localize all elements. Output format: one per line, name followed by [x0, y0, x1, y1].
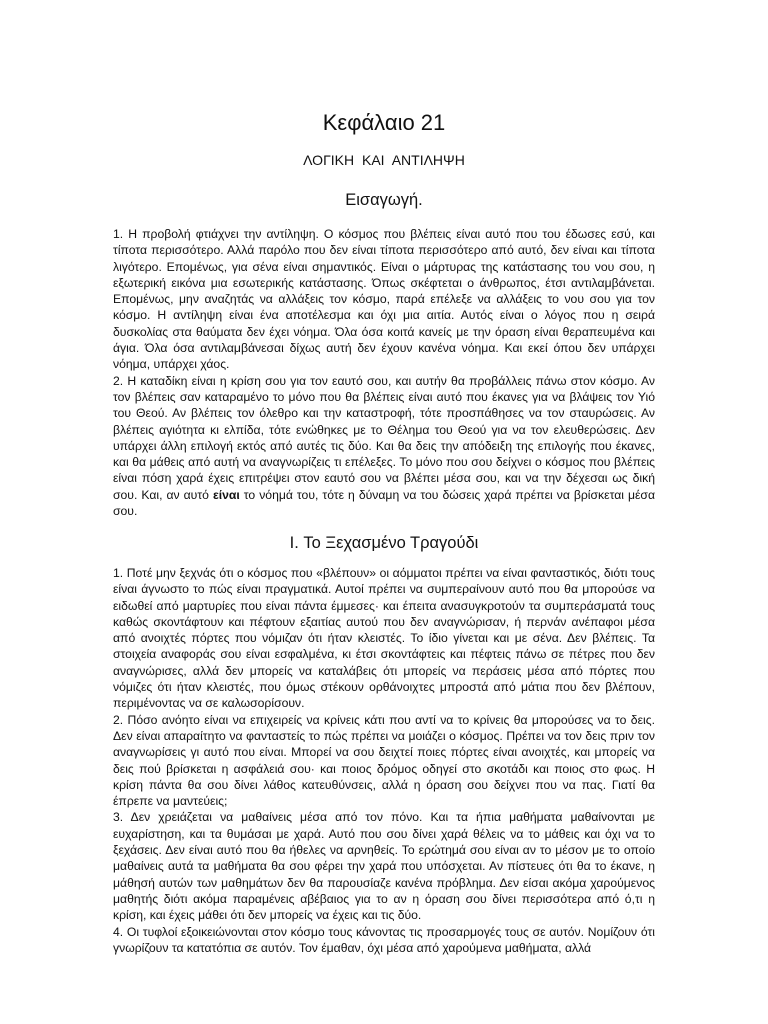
chapter-subtitle: ΛΟΓΙΚΗ ΚΑΙ ΑΝΤΙΛΗΨΗ — [303, 152, 465, 168]
intro-paragraph-2-bold-word: είναι — [212, 487, 240, 502]
section-heading: I. Το Ξεχασμένο Τραγούδι — [289, 534, 479, 552]
section-paragraph-1: 1. Ποτέ μην ξεχνάς ότι ο κόσμος που «βλέπουν» οι αόμματοι πρέπει να είναι φανταστικός, διότι τους είναι άγνωστο το πώς είναι πραγματικά. Αυτοί πρέπει να συμπεραίνουν αυτό που θα μπορούσε να ειδωθεί από μαρτυρίες που είναι πάντα έμμεσες· και έπειτα ανασυγκροτούν τα συμπεράσματά τους καθώς σκοντάφτουν και πέφτουν εξαιτίας αυτού που δεν αναγνώρισαν, ή περνάν ανέπαφοι μέσα από ανοιχτές πόρτες που νόμιζαν ότι ήταν κλειστές. Το ίδιο γίνεται και με σένα. Δεν βλέπεις. Τα στοιχεία αναφοράς σου είναι εσφαλμένα, κι έτσι σκοντάφτεις και πέφτεις πάνω σε πέτρες που δεν αναγνώρισες, αλλά δεν μπορείς να καταλάβεις ότι μπορείς να περάσεις μέσα από πόρτες που νόμιζες ότι ήταν κλειστές, που όμως στέκουν ορθάνοιχτες μπροστά από μάτια που δεν βλέπουν, περιμένοντας να σε καλωσορίσουν. — [113, 566, 655, 711]
section-text-block — [113, 565, 655, 956]
intro-paragraph-1: 1. Η προβολή φτιάχνει την αντίληψη. Ο κόσμος που βλέπεις είναι αυτό που του έδωσες εσύ, και τίποτα περισσότερο. Αλλά παρόλο που δεν είναι τίποτα περισσότερο από αυτό, δεν είναι και τίποτα λιγότερο. Επομένως, για σένα είναι σημαντικός. Είναι ο μάρτυρας της κατάστασης του νου σου, η εξωτερική εικόνα μια εσωτερικής κατάστασης. Όπως σκέφτεται ο άνθρωπος, έτσι αντιλαμβάνεται. Επομένως, μην αναζητάς να αλλάξεις τον κόσμο, παρά επέλεξε να αλλάξεις το νου σου για τον κόσμο. Η αντίληψη είναι ένα αποτέλεσμα και όχι μια αιτία. Αυτός είναι ο λόγος που η σειρά δυσκολίας στα θαύματα δεν έχει νόημα. Όλα όσα κοιτά κανείς με την όραση είναι θεραπευμένα και άγια. Όλα όσα αντιλαμβάνεσαι δίχως αυτή δεν έχουν κανένα νόημα. Και εκεί όπου δεν υπάρχει νόημα, υπάρχει χάος. — [113, 227, 655, 372]
intro-paragraph-2 — [113, 373, 655, 520]
section-paragraph-3: 3. Δεν χρειάζεται να μαθαίνεις μέσα από τον πόνο. Και τα ήπια μαθήματα μαθαίνονται με ευχαρίστηση, και τα θυμάσαι με χαρά. Αυτό που σου δίνει χαρά θέλεις να το μάθεις και όχι να το ξεχάσεις. Δεν είναι αυτό που θα ήθελες να αρνηθείς. Το ερώτημά σου είναι αν το μέσον με το οποίο μαθαίνεις αυτά τα μαθήματα θα σου φέρει την χαρά που υπόσχεται. Αν πίστευες ότι θα το έκανε, η μάθησή αυτών των μαθημάτων δεν θα παρουσίαζε κανένα πρόβλημα. Δεν είσαι ακόμα χαρούμενος μαθητής διότι ακόμα παραμένεις αβέβαιος για το αν η όραση σου δίνει περισσότερα από ό,τι η κρίση, και έχεις μάθει ότι δεν μπορείς να έχεις και τις δύο. — [113, 810, 655, 923]
section-paragraph-4: 4. Οι τυφλοί εξοικειώνονται στον κόσμο τους κάνοντας τις προσαρμογές τους σε αυτόν. Νομίζουν ότι γνωρίζουν τα κατατόπια σε αυτόν. Τον έμαθαν, όχι μέσα από χαρούμενα μαθήματα, αλλά — [113, 924, 655, 955]
section-paragraph-2: 2. Πόσο ανόητο είναι να επιχειρείς να κρίνεις κάτι που αντί να το κρίνεις θα μπορούσες να το δεις. Δεν είναι απαραίτητο να φανταστείς το πώς πρέπει να μοιάζει ο κόσμος. Πρέπει να τον δεις πριν τον αναγνωρίσεις γι αυτό που είναι. Μπορεί να σου δειχτεί ποιες πόρτες είναι ανοιχτές, και μπορείς να δεις πού βρίσκεται η ασφάλειά σου· και ποιος δρόμος οδηγεί στο σκοτάδι και ποιος στο φως. Η κρίση πάντα θα σου δίνει λάθος κατευθύνσεις, αλλά η όραση σου δείχνει που να πας. Γιατί θα έπρεπε να μαντεύεις; — [113, 712, 655, 809]
intro-paragraph-2-text-after: το νόημά του, τότε η δύναμη να του δώσεις χαρά πρέπει να βρίσκεται μέσα σου. — [113, 487, 655, 519]
intro-text-block — [113, 226, 655, 519]
chapter-title: Κεφάλαιο 21 — [322, 110, 446, 135]
intro-paragraph-2-text-before: 2. Η καταδίκη είναι η κρίση σου για τον εαυτό σου, και αυτήν θα προβάλλεις πάνω στον κόσμο. Αν τον βλέπεις σαν καταραμένο το μόνο που θα βλέπεις είναι αυτό που έκανες για να βλάψεις τον Υιό του Θεού. Αν βλέπεις τον όλεθρο και την καταστροφή, τότε προσπάθησες να τον σταυρώσεις. Αν βλέπεις αγιότητα κι ελπίδα, τότε ενώθηκες με το Θέλημα του Θεού για να τον ελευθερώσεις. Δεν υπάρχει άλλη επιλογή εκτός από αυτές τις δύο. Και θα δεις την απόδειξη της επιλογής που έκανες, και θα μάθεις από αυτή να αναγνωρίζεις τι επέλεξες. Το μόνο που σου δείχνει ο κόσμος που βλέπεις είναι πόση χαρά έχεις επιτρέψει στον εαυτό σου να βλέπει μέσα σου, και να την δέχεσαι ως δική σου. Και, αν αυτό — [113, 373, 655, 502]
intro-heading: Εισαγωγή. — [345, 191, 423, 209]
